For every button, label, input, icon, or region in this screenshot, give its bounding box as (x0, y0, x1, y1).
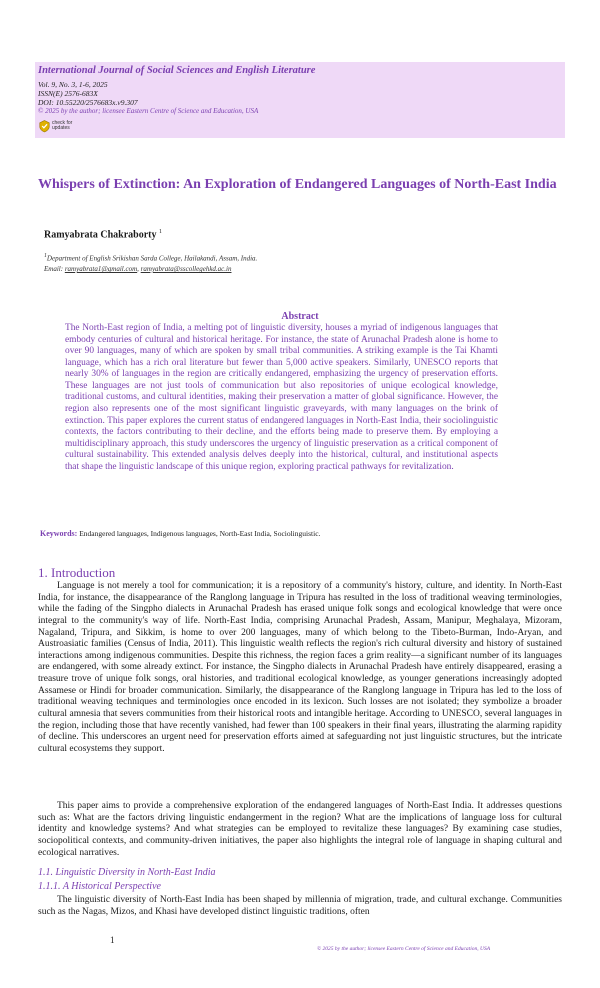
journal-name[interactable]: International Journal of Social Sciences and English Literature (38, 65, 316, 76)
check-for-updates-badge[interactable] (39, 117, 83, 135)
keywords-text: Endangered languages, Indigenous languages, North-East India, Sociolinguistic. (79, 529, 321, 538)
keywords-label: Keywords: (40, 529, 78, 538)
email-label: Email: (44, 265, 64, 273)
page-number: 1 (110, 935, 115, 945)
author-superscript: 1 (159, 229, 162, 235)
article-title: Whispers of Extinction: An Exploration of Endangered Languages of North-East India (38, 177, 557, 192)
email-link-1[interactable]: ramyabrata1@gmail.com (64, 265, 138, 273)
email-link-2[interactable]: ramyabrata@sscollegehkd.ac.in (140, 265, 232, 273)
author-affiliation (44, 253, 257, 262)
section-heading-introduction: 1. Introduction (38, 565, 116, 580)
abstract-heading: Abstract (281, 311, 319, 322)
header-license: © 2025 by the author; licensee Eastern Centre of Science and Education, USA (38, 107, 259, 115)
check-updates-label: check for updates (52, 120, 73, 131)
footer-license: © 2025 by the author; licensee Eastern Centre of Science and Education, USA (317, 946, 491, 952)
issn-info: ISSN(E) 2576-683X (38, 89, 98, 98)
email-separator: , (137, 265, 139, 273)
author-name (44, 229, 162, 240)
subsection-heading-linguistic-diversity: 1.1. Linguistic Diversity in North-East India (38, 867, 216, 878)
affiliation-text: Department of English Srikishan Sarda College, Hailakandi, Assam, India. (46, 254, 258, 263)
author-name-text: Ramyabrata Chakraborty (44, 229, 157, 241)
doi-link[interactable]: DOI: 10.55220/2576683x.v9.307 (38, 98, 138, 107)
author-email (44, 265, 231, 273)
affiliation-superscript: 1 (44, 253, 47, 259)
intro-paragraph-2: This paper aims to provide a comprehensive exploration of the endangered languages of North-East India. It addresses questions such as: What are the factors driving linguistic endangerment in the region? What are the implications of language loss for cultural identity and knowledge systems? And what strategies can be employed to revitalize these languages? By examining case studies, sociopolitical contexts, and community-driven initiatives, the paper also highlights the integral role of language in shaping cultural and ecological narratives. (38, 801, 562, 858)
intro-paragraph-1: Language is not merely a tool for communication; it is a repository of a community's history, culture, and identity. In North-East India, for instance, the disappearance of the Ranglong language in Tripura has resulted in the loss of traditional weaving terminologies, while the fading of the Singpho dialects in Arunachal Pradesh has erased unique folk songs and ecological knowledge that were once integral to the community's way of life. North-East India, comprising Arunachal Pradesh, Assam, Manipur, Meghalaya, Mizoram, Nagaland, Tripura, and Sikkim, is home to over 200 languages, many of which belong to the Tibeto-Burman, Indo-Aryan, and Austroasiatic families (Census of India, 2011). This linguistic wealth reflects the region's rich cultural diversity and history of sustained interactions among indigenous communities. Despite this richness, the region faces a grim reality—a significant number of its languages are endangered, with some already extinct. For instance, the Singpho dialects in Arunachal Pradesh have entirely disappeared, erasing a treasure trove of unique folk songs, oral histories, and traditional ecological knowledge, as younger generations increasingly adopted Assamese or Hindi for broader communication. Similarly, the disappearance of the Ranglong language in Tripura has led to the loss of traditional weaving techniques and terminologies once encoded in its lexicon. Such losses are not isolated; they symbolize a broader cultural amnesia that severs communities from their historical roots and intangible heritage. According to UNESCO, several languages in the region, including those that have recently vanished, had fewer than 100 speakers in their final years, illustrating the alarming rapidity of decline. This underscores an urgent need for preservation efforts aimed at safeguarding not just linguistic structures, but the intricate cultural ecosystems they support. (38, 581, 562, 754)
journal-header (35, 62, 565, 138)
subsection-heading-historical-perspective: 1.1.1. A Historical Perspective (38, 881, 161, 892)
abstract-body: The North-East region of India, a melting pot of linguistic diversity, houses a myriad of indigenous languages that embody centuries of cultural and historical heritage. For instance, the state of Arunachal Pradesh alone is home to over 90 languages, many of which are spoken by small tribal communities. A striking example is the Tai Khamti language, which has a rich oral literature but fewer than 5,000 active speakers. Similarly, UNESCO reports that nearly 30% of languages in the region are critically endangered, emphasizing the urgency of preservation efforts. These languages are not just tools of communication but also repositories of unique ecological knowledge, traditional customs, and cultural identities, making their preservation a matter of global significance. However, the region also represents one of the most significant linguistic graveyards, with many languages on the brink of extinction. This paper explores the current status of endangered languages in North-East India, their sociolinguistic contexts, the factors contributing to their decline, and the efforts being made to preserve them. By employing a multidisciplinary approach, this study underscores the urgency of linguistic preservation as a critical component of cultural sustainability. This extended analysis delves deeply into the historical, cultural, and institutional aspects that shape the linguistic landscape of this unique region, exploring practical pathways for revitalization. (65, 323, 498, 472)
historical-paragraph-1: The linguistic diversity of North-East India has been shaped by millennia of migration, trade, and cultural exchange. Communities such as the Nagas, Mizos, and Khasi have developed distinct linguistic traditions, often (38, 895, 562, 917)
check-updates-icon (39, 118, 50, 134)
volume-info: Vol. 9, No. 3, 1-6, 2025 (38, 80, 108, 89)
keywords (40, 529, 560, 538)
